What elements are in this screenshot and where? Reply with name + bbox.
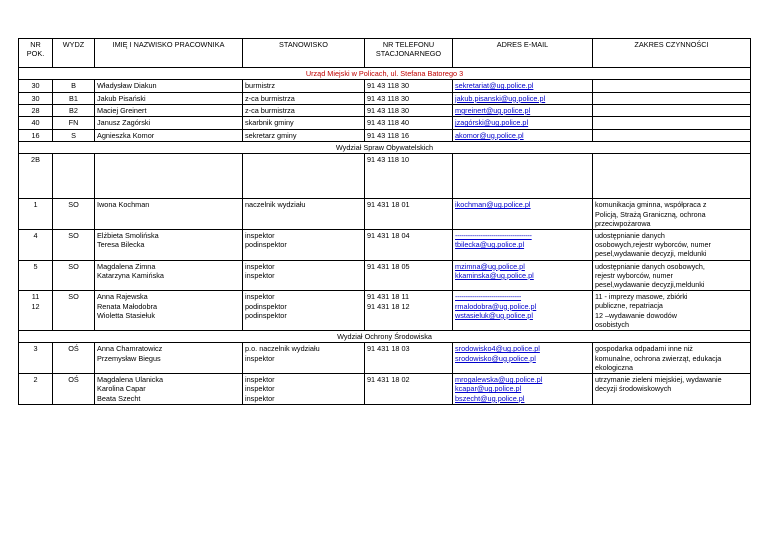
header-cell-email: ADRES E-MAIL — [453, 39, 593, 68]
email-link[interactable]: akomor@ug.police.pl — [455, 130, 524, 140]
cell-position: inspektor podinspektor — [243, 229, 365, 260]
table-row — [19, 374, 751, 405]
cell-phone: 91 431 18 11 91 431 18 12 — [365, 291, 453, 331]
cell-department-code: SO — [53, 199, 95, 230]
cell-position: naczelnik wydziału — [243, 199, 365, 230]
cell-room-number: 2B — [19, 154, 53, 199]
table-header — [19, 39, 751, 68]
cell-email — [453, 154, 593, 199]
cell-email — [453, 343, 593, 374]
cell-duties: udostępnianie danych osobowych, rejestr wyborców, numer pesel,wydawanie decyzji,meldunki — [593, 260, 751, 291]
table-body — [19, 68, 751, 405]
table-row — [19, 117, 751, 129]
cell-position: burmistrz — [243, 80, 365, 92]
table-row — [19, 260, 751, 291]
cell-room-number: 30 — [19, 92, 53, 104]
cell-department-code: SO — [53, 229, 95, 260]
email-link[interactable]: kkaminska@ug.police.pl — [455, 270, 534, 280]
cell-phone: 91 43 118 30 — [365, 92, 453, 104]
cell-phone: 91 431 18 01 — [365, 199, 453, 230]
cell-position — [243, 154, 365, 199]
cell-room-number: 30 — [19, 80, 53, 92]
cell-duties: 11 - imprezy masowe, zbiórki publiczne, repatriacja 12 –wydawanie dowodów osobistych — [593, 291, 751, 331]
email-placeholder: ------------------------------- — [455, 292, 522, 302]
cell-employee-name: Władysław Diakun — [95, 80, 243, 92]
cell-department-code: OŚ — [53, 343, 95, 374]
table-row — [19, 154, 751, 199]
cell-phone: 91 431 18 03 — [365, 343, 453, 374]
cell-employee-name: Iwona Kochman — [95, 199, 243, 230]
email-link[interactable]: wstasieluk@ug.police.pl — [455, 310, 533, 320]
cell-email — [453, 199, 593, 230]
table-row — [19, 80, 751, 92]
cell-phone: 91 43 118 16 — [365, 129, 453, 141]
email-link[interactable]: mzimna@ug.police.pl — [455, 261, 525, 271]
table-row — [19, 229, 751, 260]
email-placeholder: ------------------------------------ — [455, 230, 532, 240]
cell-phone: 91 431 18 04 — [365, 229, 453, 260]
email-link[interactable]: jzagórski@ug.police.pl — [455, 118, 529, 128]
table-row — [19, 291, 751, 331]
cell-duties: komunikacja gminna, współpraca z Policją, Strażą Graniczną, ochrona przeciwpożarowa — [593, 199, 751, 230]
cell-position: sekretarz gminy — [243, 129, 365, 141]
department-title: Wydział Ochrony Środowiska — [19, 331, 751, 343]
cell-duties — [593, 129, 751, 141]
header-cell-wydz: WYDZ — [53, 39, 95, 68]
email-link[interactable]: sekretariat@ug.police.pl — [455, 81, 534, 91]
cell-email — [453, 117, 593, 129]
cell-duties — [593, 80, 751, 92]
header-cell-stanowisko: STANOWISKO — [243, 39, 365, 68]
cell-email — [453, 104, 593, 116]
cell-position: inspektor inspektor inspektor — [243, 374, 365, 405]
table-row — [19, 129, 751, 141]
cell-department-code: B — [53, 80, 95, 92]
cell-room-number: 11 12 — [19, 291, 53, 331]
cell-phone: 91 431 18 05 — [365, 260, 453, 291]
cell-employee-name: Agnieszka Komor — [95, 129, 243, 141]
cell-duties — [593, 104, 751, 116]
cell-duties — [593, 154, 751, 199]
cell-department-code: B1 — [53, 92, 95, 104]
cell-position: z-ca burmistrza — [243, 92, 365, 104]
cell-room-number: 5 — [19, 260, 53, 291]
cell-duties: gospodarka odpadami inne niż komunalne, ochrona zwierząt, edukacja ekologiczna — [593, 343, 751, 374]
cell-phone: 91 431 18 02 — [365, 374, 453, 405]
cell-phone: 91 43 118 30 — [365, 104, 453, 116]
banner-row — [19, 68, 751, 80]
cell-duties — [593, 92, 751, 104]
email-link[interactable]: jakub.pisanski@ug.police.pl — [455, 93, 546, 103]
header-cell-nr: NR POK. — [19, 39, 53, 68]
header-cell-zakres: ZAKRES CZYNNOŚCI — [593, 39, 751, 68]
email-link[interactable]: ikochman@ug.police.pl — [455, 200, 531, 210]
department-title: Wydział Spraw Obywatelskich — [19, 141, 751, 153]
email-link[interactable]: rmalodobra@ug.police.pl — [455, 301, 537, 311]
cell-department-code — [53, 154, 95, 199]
cell-employee-name: Elżbieta Smolińska Teresa Bilecka — [95, 229, 243, 260]
cell-email — [453, 229, 593, 260]
cell-position: z-ca burmistrza — [243, 104, 365, 116]
staff-directory-table — [18, 38, 751, 405]
cell-email — [453, 260, 593, 291]
cell-duties: udostępnianie danych osobowych,rejestr wyborców, numer pesel,wydawanie decyzji, meldunki — [593, 229, 751, 260]
cell-position: inspektor inspektor — [243, 260, 365, 291]
header-cell-telefon: NR TELEFONU STACJONARNEGO — [365, 39, 453, 68]
dept-title-row-1 — [19, 141, 751, 153]
table-row — [19, 92, 751, 104]
cell-department-code: B2 — [53, 104, 95, 116]
cell-room-number: 2 — [19, 374, 53, 405]
cell-room-number: 16 — [19, 129, 53, 141]
cell-phone: 91 43 118 40 — [365, 117, 453, 129]
cell-room-number: 1 — [19, 199, 53, 230]
email-link[interactable]: tbilecka@ug.police.pl — [455, 240, 525, 250]
cell-email — [453, 80, 593, 92]
email-link[interactable]: mrogalewska@ug.police.pl — [455, 375, 543, 385]
cell-department-code: FN — [53, 117, 95, 129]
email-link[interactable]: mgreinert@ug.police.pl — [455, 105, 531, 115]
cell-employee-name: Anna Rajewska Renata Małodobra Wioletta Stasiełuk — [95, 291, 243, 331]
cell-email — [453, 92, 593, 104]
cell-duties: utrzymanie zieleni miejskiej, wydawanie decyzji środowiskowych — [593, 374, 751, 405]
cell-email — [453, 291, 593, 331]
table-row — [19, 199, 751, 230]
cell-position: p.o. naczelnik wydziału inspektor — [243, 343, 365, 374]
cell-employee-name: Magdalena Zimna Katarzyna Kamińska — [95, 260, 243, 291]
cell-department-code: SO — [53, 291, 95, 331]
cell-department-code: S — [53, 129, 95, 141]
cell-email — [453, 374, 593, 405]
email-link[interactable]: srodowisko@ug.police.pl — [455, 353, 536, 363]
cell-phone: 91 43 118 10 — [365, 154, 453, 199]
cell-employee-name — [95, 154, 243, 199]
cell-position: skarbnik gminy — [243, 117, 365, 129]
table-row — [19, 104, 751, 116]
cell-room-number: 40 — [19, 117, 53, 129]
email-link[interactable]: srodowisko4@ug.police.pl — [455, 344, 540, 354]
cell-employee-name: Jakub Pisański — [95, 92, 243, 104]
cell-department-code: OŚ — [53, 374, 95, 405]
cell-employee-name: Maciej Greinert — [95, 104, 243, 116]
cell-email — [453, 129, 593, 141]
header-row — [19, 39, 751, 68]
cell-department-code: SO — [53, 260, 95, 291]
table-row — [19, 343, 751, 374]
cell-room-number: 4 — [19, 229, 53, 260]
cell-room-number: 28 — [19, 104, 53, 116]
cell-phone: 91 43 118 30 — [365, 80, 453, 92]
document-title: Urząd Miejski w Policach, ul. Stefana Batorego 3 — [19, 68, 751, 80]
cell-employee-name: Anna Chamratowicz Przemysław Biegus — [95, 343, 243, 374]
cell-duties — [593, 117, 751, 129]
header-cell-name: IMIĘ I NAZWISKO PRACOWNIKA — [95, 39, 243, 68]
cell-employee-name: Magdalena Ulanicka Karolina Capar Beata Szecht — [95, 374, 243, 405]
cell-position: inspektor podinspektor podinspektor — [243, 291, 365, 331]
email-link[interactable]: kcapar@ug.police.pl — [455, 384, 522, 394]
cell-employee-name: Janusz Zagórski — [95, 117, 243, 129]
email-link[interactable]: bszecht@ug.police.pl — [455, 393, 525, 403]
dept-title-row-2 — [19, 331, 751, 343]
cell-room-number: 3 — [19, 343, 53, 374]
